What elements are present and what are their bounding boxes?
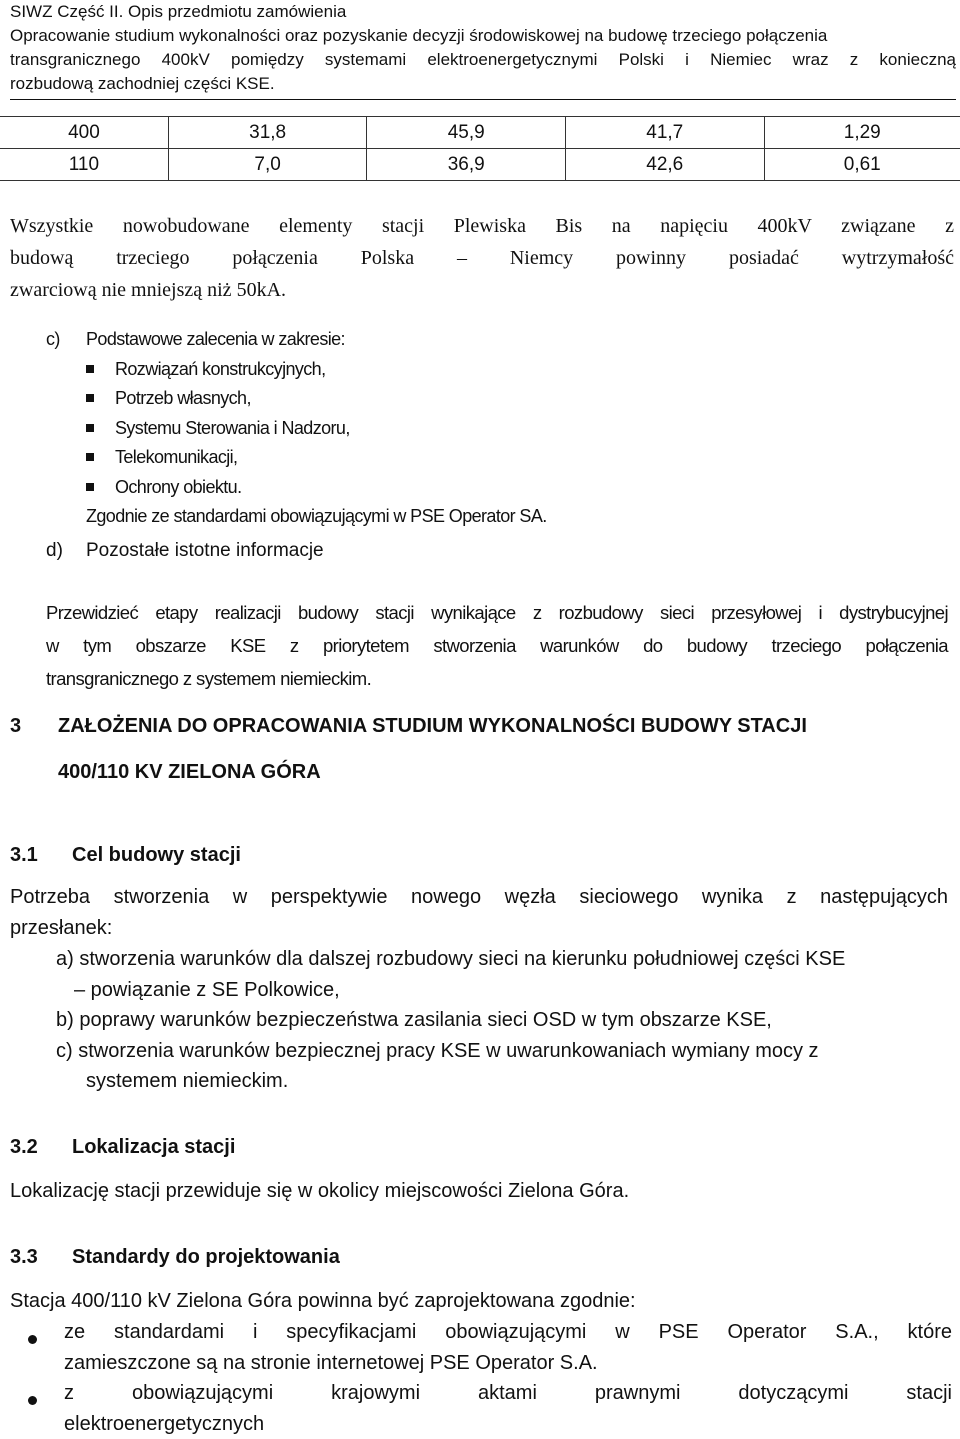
square-bullet-icon bbox=[86, 424, 94, 432]
paragraph-line: zamieszczone są na stronie internetowej PSE Operator S.A. bbox=[64, 1348, 952, 1379]
heading-3 bbox=[10, 710, 807, 742]
paragraph-line: zwarciową nie mniejszą niż 50kA. bbox=[10, 279, 286, 301]
section-d bbox=[46, 540, 324, 562]
table-cell: 0,61 bbox=[764, 149, 960, 181]
list-item: a) stworzenia warunków dla dalszej rozbudowy sieci na kierunku południowej części KSE bbox=[10, 944, 948, 975]
table-row bbox=[0, 117, 960, 149]
table-cell: 400 bbox=[0, 117, 168, 149]
header-divider bbox=[10, 99, 956, 100]
header-subtitle-line3: rozbudową zachodniej części KSE. bbox=[10, 72, 956, 96]
paragraph-line: ze standardami i specyfikacjami obowiązującymi w PSE Operator S.A., które bbox=[64, 1317, 952, 1348]
paragraph-line: budową trzeciego połączenia Polska – Niemcy powinny posiadać wytrzymałość bbox=[10, 242, 954, 274]
heading-3-3-title: Standardy do projektowania bbox=[72, 1246, 340, 1268]
bullet-icon bbox=[28, 1396, 37, 1405]
heading-3-1-number: 3.1 bbox=[10, 840, 72, 870]
data-table bbox=[0, 116, 960, 181]
square-bullet-icon bbox=[86, 365, 94, 373]
square-bullet-icon bbox=[86, 453, 94, 461]
header-subtitle-line2: transgranicznego 400kV pomiędzy systemami elektroenergetycznymi Polski i Niemiec wraz z konieczną bbox=[10, 48, 956, 72]
bullet-icon bbox=[28, 1335, 37, 1344]
sec31-intro bbox=[10, 882, 948, 943]
list-item-cont: – powiązanie z SE Polkowice, bbox=[10, 975, 948, 1006]
list-item: Systemu Sterowania i Nadzoru, bbox=[46, 414, 547, 444]
header-title: SIWZ Część II. Opis przedmiotu zamówienia bbox=[10, 0, 956, 24]
bullet-item bbox=[28, 1378, 952, 1439]
section-d-label: d) bbox=[46, 540, 86, 562]
paragraph-line: Wszystkie nowobudowane elementy stacji Plewiska Bis na napięciu 400kV związane z bbox=[10, 210, 954, 242]
bullet-item bbox=[28, 1317, 952, 1378]
heading-3-1-title: Cel budowy stacji bbox=[72, 844, 241, 866]
paragraph-line: przesłanek: bbox=[10, 917, 112, 939]
table-cell: 45,9 bbox=[367, 117, 566, 149]
heading-3-1 bbox=[10, 840, 241, 870]
table-cell: 36,9 bbox=[367, 149, 566, 181]
list-item-cont: systemem niemieckim. bbox=[10, 1066, 948, 1097]
table-cell: 1,29 bbox=[764, 117, 960, 149]
section-d-title: Pozostałe istotne informacje bbox=[86, 540, 324, 561]
heading-3-3 bbox=[10, 1242, 340, 1272]
sec31-list bbox=[10, 944, 948, 1097]
paragraph-line: Przewidzieć etapy realizacji budowy stacji wynikające z rozbudowy sieci przesyłowej i dystrybucyjnej bbox=[46, 596, 948, 629]
table-cell: 7,0 bbox=[168, 149, 367, 181]
list-item: Telekomunikacji, bbox=[46, 443, 547, 473]
list-item: Ochrony obiektu. bbox=[46, 473, 547, 503]
section-c bbox=[46, 325, 547, 532]
table-cell: 42,6 bbox=[565, 149, 764, 181]
list-item: Rozwiązań konstrukcyjnych, bbox=[46, 355, 547, 385]
section-c-note: Zgodnie ze standardami obowiązującymi w PSE Operator SA. bbox=[46, 502, 547, 532]
heading-3-2 bbox=[10, 1132, 235, 1162]
table-cell: 41,7 bbox=[565, 117, 764, 149]
list-item: b) poprawy warunków bezpieczeństwa zasilania sieci OSD w tym obszarze KSE, bbox=[10, 1005, 948, 1036]
plan-paragraph bbox=[46, 596, 948, 695]
short-circuit-requirement bbox=[10, 210, 954, 306]
section-c-title: Podstawowe zalecenia w zakresie: bbox=[86, 329, 345, 349]
heading-3-3-number: 3.3 bbox=[10, 1242, 72, 1272]
header-subtitle-line1: Opracowanie studium wykonalności oraz pozyskanie decyzji środowiskowej na budowę trzeciego połączenia bbox=[10, 24, 956, 48]
paragraph-line: Potrzeba stworzenia w perspektywie nowego węzła sieciowego wynika z następujących bbox=[10, 882, 948, 913]
paragraph-line: z obowiązującymi krajowymi aktami prawnymi dotyczącymi stacji bbox=[64, 1378, 952, 1409]
list-item: c) stworzenia warunków bezpiecznej pracy KSE w uwarunkowaniach wymiany mocy z bbox=[10, 1036, 948, 1067]
paragraph-line: w tym obszarze KSE z priorytetem stworzenia warunków do budowy trzeciego połączenia bbox=[46, 629, 948, 662]
page-header bbox=[10, 0, 956, 96]
heading-3-title: ZAŁOŻENIA DO OPRACOWANIA STUDIUM WYKONALNOŚCI BUDOWY STACJI bbox=[58, 715, 807, 737]
heading-3-number: 3 bbox=[10, 710, 58, 742]
paragraph-line: transgranicznego z systemem niemieckim. bbox=[46, 668, 371, 689]
paragraph-line: elektroenergetycznych bbox=[64, 1409, 952, 1439]
sec32-text: Lokalizację stacji przewiduje się w okolicy miejscowości Zielona Góra. bbox=[10, 1176, 629, 1207]
heading-3-2-title: Lokalizacja stacji bbox=[72, 1136, 235, 1158]
square-bullet-icon bbox=[86, 483, 94, 491]
heading-3-title-cont: 400/110 KV ZIELONA GÓRA bbox=[58, 756, 321, 788]
heading-3-2-number: 3.2 bbox=[10, 1132, 72, 1162]
section-c-label: c) bbox=[46, 325, 86, 355]
table-cell: 31,8 bbox=[168, 117, 367, 149]
table-row bbox=[0, 149, 960, 181]
sec33-intro: Stacja 400/110 kV Zielona Góra powinna być zaprojektowana zgodnie: bbox=[10, 1286, 636, 1317]
square-bullet-icon bbox=[86, 394, 94, 402]
table-cell: 110 bbox=[0, 149, 168, 181]
list-item: Potrzeb własnych, bbox=[46, 384, 547, 414]
